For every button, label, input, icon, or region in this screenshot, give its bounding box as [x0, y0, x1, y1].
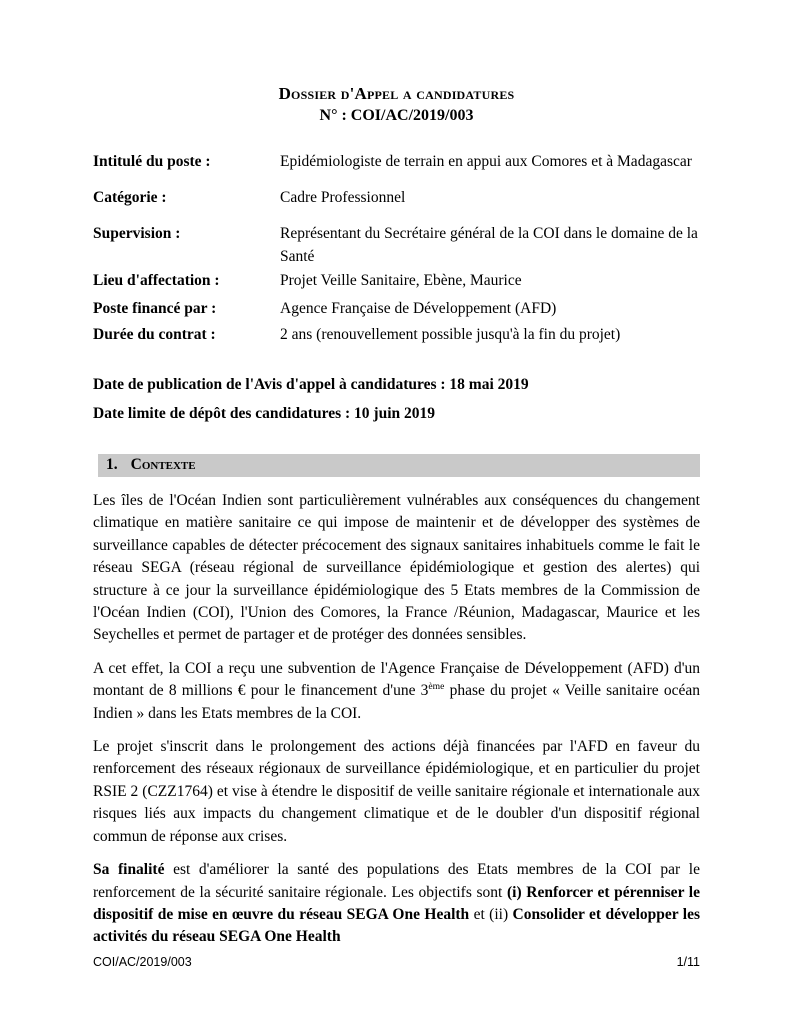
section-header-contexte [98, 454, 700, 477]
context-paragraph: Sa finalité est d'améliorer la santé des populations des Etats membres de la COI par le renforcement de la sécurité sanitaire régionale. Les objectifs sont (i) Renforcer et pérenniser le dispositif de mise en œuvre du réseau SEGA One Health et (ii) Consolider et développer les activités du réseau SEGA One Health [93, 861, 701, 946]
info-value: 2 ans (renouvellement possible jusqu'à la fin du projet) [280, 326, 621, 343]
document-title-block [93, 84, 700, 125]
info-row-duree [93, 323, 700, 346]
info-row-intitule [93, 150, 700, 173]
info-value: Agence Française de Développement (AFD) [280, 300, 557, 317]
info-row-supervision [93, 222, 700, 268]
info-value: Epidémiologiste de terrain en appui aux Comores et à Madagascar [280, 153, 692, 170]
info-label: Supervision : [93, 225, 181, 242]
info-value: Cadre Professionnel [280, 189, 406, 206]
footer-reference: COI/AC/2019/003 [93, 955, 192, 969]
context-paragraph: A cet effet, la COI a reçu une subvention de l'Agence Française de Développement (AFD) d'un montant de 8 millions € pour le financement d'une 3ème phase du projet « Veille sanitaire océan Indien » dans les Etats membres de la COI. [93, 659, 700, 722]
info-row-financement [93, 297, 700, 320]
info-value: Représentant du Secrétaire général de la COI dans le domaine de la Santé [280, 225, 698, 265]
document-reference: N° : COI/AC/2019/003 [319, 107, 474, 124]
dates-block [93, 373, 700, 425]
footer-page-number: 1/11 [676, 955, 700, 969]
deadline-date-line: Date limite de dépôt des candidatures : 10 juin 2019 [93, 405, 436, 422]
page-footer [93, 955, 700, 969]
info-label: Lieu d'affectation : [93, 272, 220, 289]
info-value: Projet Veille Sanitaire, Ebène, Maurice [280, 272, 522, 289]
info-row-categorie [93, 186, 700, 209]
document-content [93, 84, 700, 960]
section-title: Contexte [130, 456, 196, 473]
job-info-table [93, 150, 700, 346]
info-label: Poste financé par : [93, 300, 217, 317]
context-section-body [93, 490, 700, 949]
section-number: 1. [106, 456, 118, 473]
info-label: Durée du contrat : [93, 326, 216, 343]
info-row-lieu [93, 269, 700, 292]
info-label: Catégorie : [93, 189, 167, 206]
document-title: Dossier d'Appel a candidatures [278, 84, 515, 103]
context-paragraph: Le projet s'inscrit dans le prolongement des actions déjà financées par l'AFD en faveur du renforcement des réseaux régionaux de surveillance épidémiologique, et en particulier du projet RSIE 2 (CZZ1764) et vise à étendre le dispositif de veille sanitaire régionale et internationale aux risques liés aux impacts du changement climatique et de le doubler d'un dispositif régional commun de réponse aux crises. [93, 738, 700, 845]
context-paragraph: Les îles de l'Océan Indien sont particulièrement vulnérables aux conséquences du changement climatique en matière sanitaire ce qui impose de maintenir et de développer des systèmes de surveillance capables de détecter précocement des signaux sanitaires inhabituels comme le fait le réseau SEGA (réseau régional de surveillance épidémiologique et gestion des alertes) qui structure à ce jour la surveillance épidémiologique des 5 Etats membres de la Commission de l'Océan Indien (COI), l'Union des Comores, la France /Réunion, Madagascar, Maurice et les Seychelles et permet de partager et de protéger des données sensibles. [93, 492, 700, 644]
info-label: Intitulé du poste : [93, 153, 211, 170]
publication-date-line: Date de publication de l'Avis d'appel à candidatures : 18 mai 2019 [93, 376, 529, 393]
